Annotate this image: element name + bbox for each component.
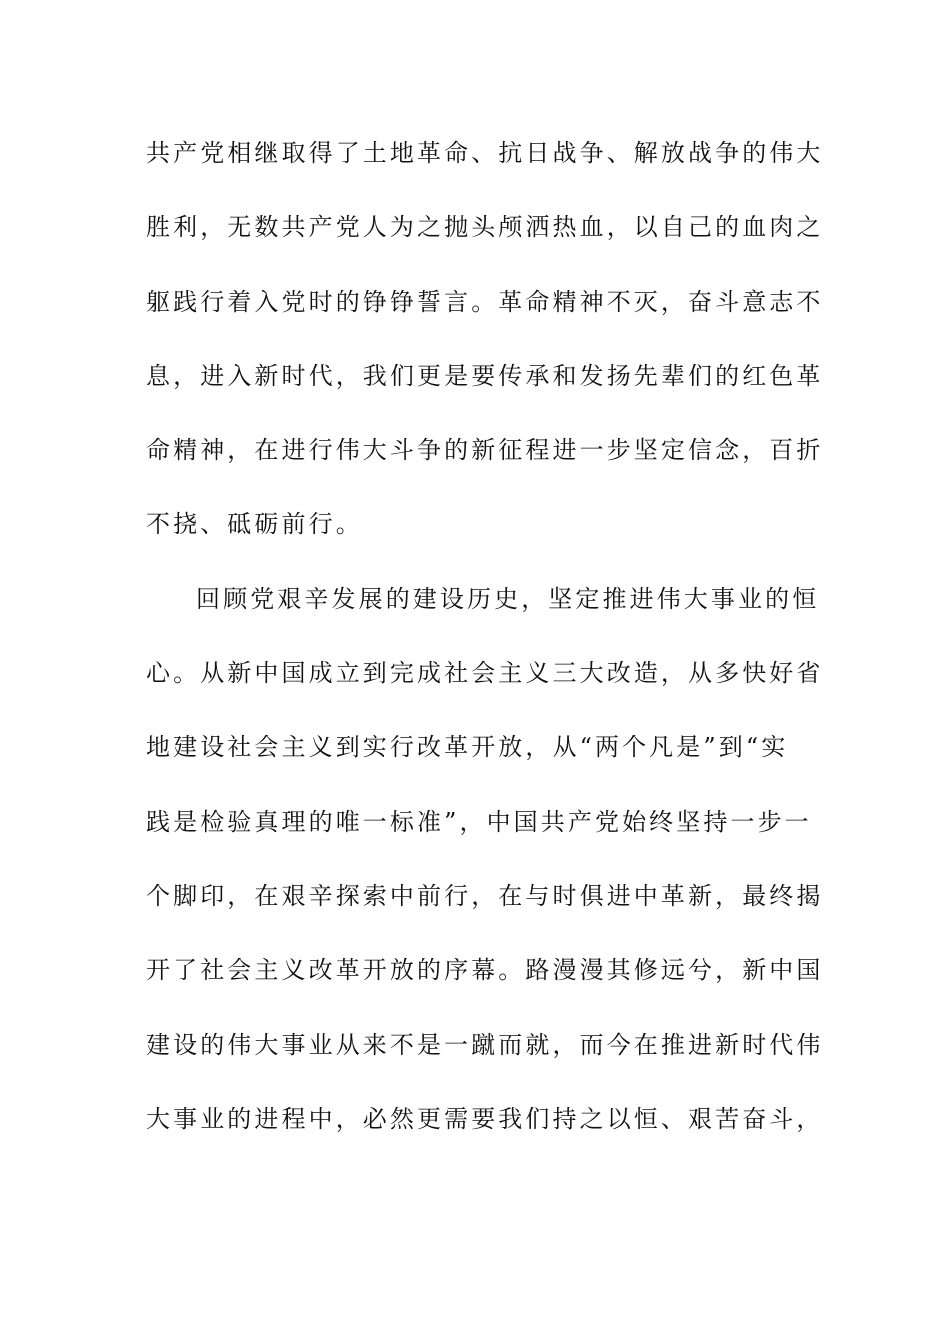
text-line: 地建设社会主义到实行改革开放，从“两个凡是”到“实	[146, 733, 789, 762]
text-line: 心。从新中国成立到完成社会主义三大改造，从多快好省	[146, 659, 824, 688]
text-line: 命精神，在进行伟大斗争的新征程进一步坚定信念，百折	[146, 436, 824, 465]
text-line: 胜利，无数共产党人为之抛头颅洒热血，以自己的血肉之	[146, 213, 824, 242]
text-line: 建设的伟大事业从来不是一蹴而就，而今在推进新时代伟	[146, 1030, 824, 1059]
text-line: 开了社会主义改革开放的序幕。路漫漫其修远兮，新中国	[146, 956, 824, 985]
text-line: 共产党相继取得了土地革命、抗日战争、解放战争的伟大	[146, 139, 824, 167]
paragraph-start-line: 回顾党艰辛发展的建设历史，坚定推进伟大事业的恒	[196, 584, 820, 613]
text-line: 不挠、砥砺前行。	[146, 510, 363, 539]
body-text	[146, 131, 824, 1171]
text-line: 大事业的进程中，必然更需要我们持之以恒、艰苦奋斗，	[146, 1104, 824, 1133]
text-line: 息，进入新时代，我们更是要传承和发扬先辈们的红色革	[146, 361, 824, 390]
text-line: 践是检验真理的唯一标准”，中国共产党始终坚持一步一	[146, 807, 812, 836]
text-line: 个脚印，在艰辛探索中前行，在与时俱进中革新，最终揭	[146, 881, 824, 910]
text-line: 躯践行着入党时的铮铮誓言。革命精神不灭，奋斗意志不	[146, 287, 824, 316]
